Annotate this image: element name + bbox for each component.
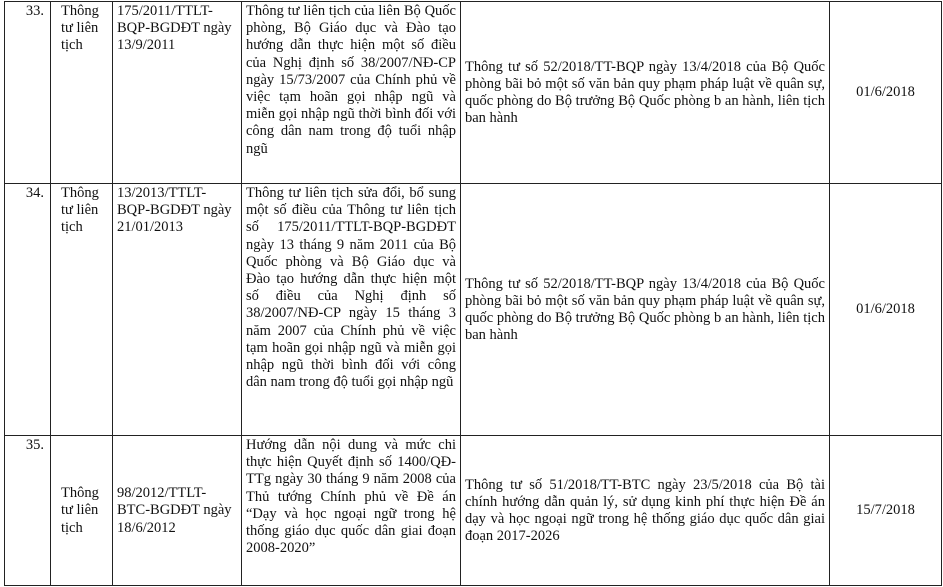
repealing-document: Thông tư số 52/2018/TT-BQP ngày 13/4/2018 của Bộ Quốc phòng bãi bỏ một số văn bản quy phạm pháp luật về quân sự, quốc phòng do Bộ trưởng Bộ Quốc phòng b an hành, liên tịch ban hành <box>461 184 830 436</box>
document-type: Thông tư liên tịch <box>51 436 113 586</box>
effective-date: 01/6/2018 <box>830 2 942 184</box>
document-code: 98/2012/TTLT-BTC-BGDĐT ngày 18/6/2012 <box>113 436 242 586</box>
repealing-document: Thông tư số 52/2018/TT-BQP ngày 13/4/2018 của Bộ Quốc phòng bãi bỏ một số văn bản quy phạm pháp luật về quân sự, quốc phòng do Bộ trưởng Bộ Quốc phòng b an hành, liên tịch ban hành <box>461 2 830 184</box>
repealing-document: Thông tư số 51/2018/TT-BTC ngày 23/5/2018 của Bộ tài chính hướng dẫn quản lý, sử dụng kinh phí thực hiện Đề án dạy và học ngoại ngữ trong hệ thống giáo dục quốc dân giai đoạn 2017-2026 <box>461 436 830 586</box>
document-code: 175/2011/TTLT-BQP-BGDĐT ngày 13/9/2011 <box>113 2 242 184</box>
table-row <box>5 184 942 436</box>
legal-documents-table <box>4 1 942 586</box>
document-content: Thông tư liên tịch sửa đổi, bổ sung một số điều của Thông tư liên tịch số 175/2011/TTLT-BQP-BGDĐT ngày 13 tháng 9 năm 2011 của Bộ Quốc phòng và Bộ Giáo dục và Đào tạo hướng dẫn thực hiện một số điều của Nghị định số 38/2007/NĐ-CP ngày 15 tháng 3 năm 2007 của Chính phủ về việc tạm hoãn gọi nhập ngũ và miễn gọi nhập ngũ thời bình đối với công dân nam trong độ tuổi gọi nhập ngũ <box>242 184 461 436</box>
document-content: Hướng dẫn nội dung và mức chi thực hiện Quyết định số 1400/QĐ-TTg ngày 30 tháng 9 năm 2008 của Thủ tướng Chính phủ về Đề án “Dạy và học ngoại ngữ trong hệ thống giáo dục quốc dân giai đoạn 2008-2020” <box>242 436 461 586</box>
effective-date: 01/6/2018 <box>830 184 942 436</box>
table-row <box>5 436 942 586</box>
document-code: 13/2013/TTLT-BQP-BGDĐT ngày 21/01/2013 <box>113 184 242 436</box>
row-number: 33. <box>5 2 51 184</box>
document-type: Thông tư liên tịch <box>51 184 113 436</box>
effective-date: 15/7/2018 <box>830 436 942 586</box>
table-row <box>5 2 942 184</box>
document-content: Thông tư liên tịch của liên Bộ Quốc phòng, Bộ Giáo dục và Đào tạo hướng dẫn thực hiện một số điều của Nghị định số 38/2007/NĐ-CP ngày 15/73/2007 của Chính phủ về việc tạm hoãn gọi nhập ngũ và miễn gọi nhập ngũ thời bình đối với công dân nam trong độ tuổi nhập ngũ <box>242 2 461 184</box>
document-type: Thông tư liên tịch <box>51 2 113 184</box>
row-number: 35. <box>5 436 51 586</box>
row-number: 34. <box>5 184 51 436</box>
